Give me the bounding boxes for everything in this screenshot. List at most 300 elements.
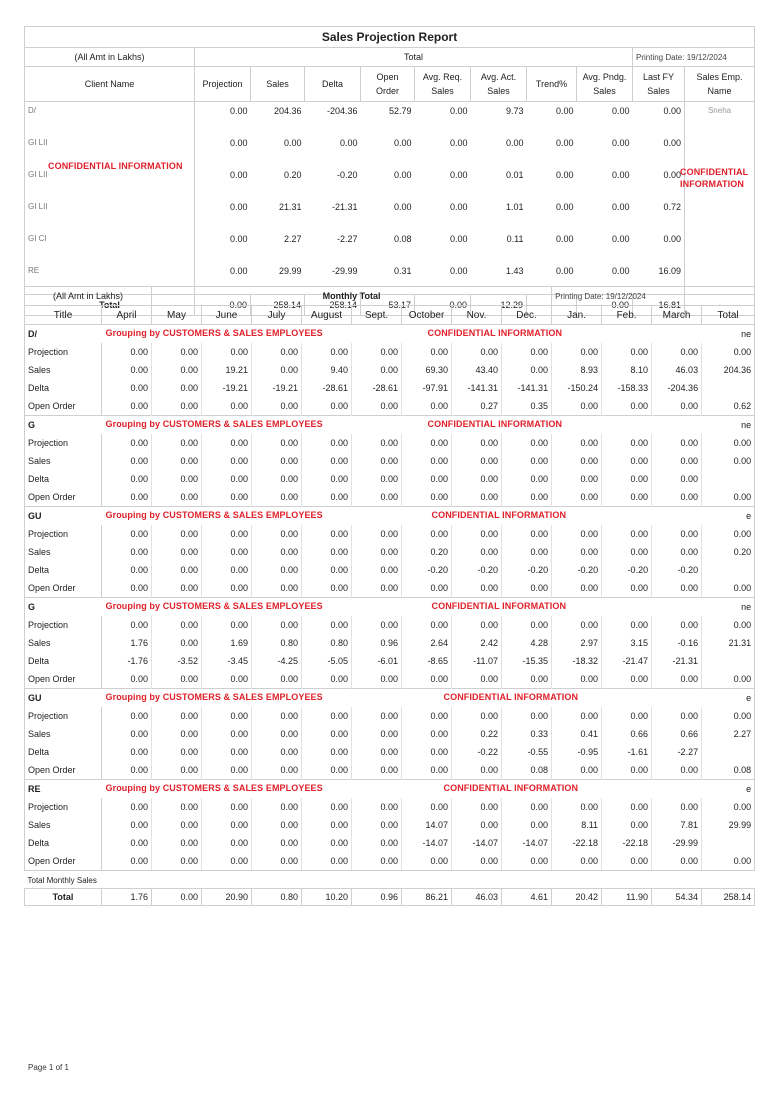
monthly-header-cell: Title <box>25 306 102 325</box>
monthly-value-cell: 0.00 <box>502 488 552 507</box>
monthly-value-cell: -1.76 <box>102 652 152 670</box>
summary-value-cell: 0.00 <box>393 202 412 212</box>
group-watermark-cell <box>102 416 702 435</box>
monthly-subheader-row <box>25 287 755 306</box>
monthly-value-cell: -3.45 <box>202 652 252 670</box>
row-title: Projection <box>25 343 102 361</box>
monthly-value-cell: 0.00 <box>402 579 452 598</box>
total-monthly-sales-label: Total Monthly Sales <box>25 872 755 889</box>
monthly-value-cell: 0.00 <box>452 816 502 834</box>
monthly-value-cell: 7.81 <box>652 816 702 834</box>
sales-emp-cell <box>685 198 755 230</box>
total-monthly-sales-row <box>25 889 755 906</box>
summary-total-cell: 53.17 <box>361 295 415 316</box>
monthly-value-cell: 0.00 <box>302 434 352 452</box>
monthly-value-cell: 0.00 <box>602 470 652 488</box>
monthly-data-row <box>25 543 755 561</box>
monthly-value-cell: 0.00 <box>552 852 602 871</box>
group-emp-fragment: e <box>702 507 755 526</box>
monthly-value-cell: -0.55 <box>502 743 552 761</box>
summary-total-cell: - <box>527 295 577 316</box>
monthly-value-cell: 9.40 <box>302 361 352 379</box>
monthly-printing-date: Printing Date: 19/12/2024 <box>552 287 755 306</box>
monthly-value-cell: 0.00 <box>452 798 502 816</box>
group-header-row <box>25 507 755 526</box>
monthly-value-cell: 0.00 <box>602 488 652 507</box>
summary-value-cell: 0.00 <box>195 166 251 198</box>
monthly-value-cell: 0.66 <box>602 725 652 743</box>
monthly-value-cell: 0.00 <box>202 725 252 743</box>
monthly-value-cell: -19.21 <box>252 379 302 397</box>
summary-value-cell: 0.00 <box>449 266 468 276</box>
total-monthly-value-cell: 0.00 <box>152 889 202 906</box>
group-emp-fragment: e <box>702 689 755 708</box>
summary-header-cell: Avg. Act. Sales <box>471 67 527 102</box>
monthly-value-cell: 0.00 <box>152 488 202 507</box>
monthly-value-cell: 0.00 <box>252 852 302 871</box>
monthly-header-cell: Nov. <box>452 306 502 325</box>
monthly-value-cell: 0.00 <box>102 616 152 634</box>
monthly-value-cell: 0.00 <box>452 761 502 780</box>
group-header-row <box>25 689 755 708</box>
monthly-data-row <box>25 816 755 834</box>
monthly-value-cell: 0.00 <box>352 816 402 834</box>
monthly-header-cell: Feb. <box>602 306 652 325</box>
summary-value-cell: -21.31 <box>331 202 358 212</box>
monthly-value-cell: -14.07 <box>502 834 552 852</box>
confidential-watermark-right: CONFIDENTIAL INFORMATION <box>680 167 749 189</box>
monthly-value-cell: -21.31 <box>652 652 702 670</box>
monthly-value-cell: 0.00 <box>602 761 652 780</box>
monthly-value-cell: 0.00 <box>352 361 402 379</box>
monthly-value-cell: 0.00 <box>252 816 302 834</box>
monthly-data-row <box>25 361 755 379</box>
monthly-data-row <box>25 470 755 488</box>
monthly-value-cell: 0.00 <box>352 561 402 579</box>
monthly-value-cell: 0.00 <box>652 761 702 780</box>
summary-row <box>25 230 755 262</box>
grouping-watermark: Grouping by CUSTOMERS & SALES EMPLOYEES <box>105 692 323 702</box>
monthly-value-cell: 2.97 <box>552 634 602 652</box>
monthly-value-cell: 0.00 <box>402 707 452 725</box>
monthly-value-cell: 46.03 <box>652 361 702 379</box>
monthly-data-row <box>25 743 755 761</box>
monthly-value-cell: 0.00 <box>652 343 702 361</box>
grouping-watermark: Grouping by CUSTOMERS & SALES EMPLOYEES <box>105 601 323 611</box>
monthly-value-cell: 0.00 <box>402 434 452 452</box>
row-title: Sales <box>25 361 102 379</box>
grouping-watermark: Grouping by CUSTOMERS & SALES EMPLOYEES <box>105 783 323 793</box>
client-name-cell: GI CI <box>25 230 195 262</box>
monthly-value-cell: 0.00 <box>552 616 602 634</box>
monthly-table <box>24 286 755 871</box>
summary-value-cell: 0.00 <box>195 262 251 295</box>
grouping-watermark: Grouping by CUSTOMERS & SALES EMPLOYEES <box>105 419 323 429</box>
monthly-value-cell: -19.21 <box>202 379 252 397</box>
sales-emp-cell: Sneha <box>685 102 755 135</box>
monthly-value-cell: 0.00 <box>202 816 252 834</box>
monthly-value-cell: -8.65 <box>402 652 452 670</box>
monthly-value-cell: 0.00 <box>102 488 152 507</box>
monthly-value-cell: 0.00 <box>102 725 152 743</box>
grouping-watermark: Grouping by CUSTOMERS & SALES EMPLOYEES <box>105 510 323 520</box>
monthly-value-cell: 0.00 <box>252 834 302 852</box>
summary-value-cell: 0.00 <box>339 138 358 148</box>
group-label: D/ <box>25 325 102 344</box>
monthly-value-cell: 0.00 <box>602 452 652 470</box>
client-name-cell: RE <box>25 262 195 295</box>
monthly-data-row <box>25 652 755 670</box>
monthly-value-cell: 0.00 <box>252 616 302 634</box>
monthly-value-cell: 0.00 <box>202 470 252 488</box>
summary-header-cell: Trend% <box>527 67 577 102</box>
group-label: RE <box>25 780 102 799</box>
monthly-value-cell: 0.00 <box>152 798 202 816</box>
group-header-row <box>25 598 755 617</box>
monthly-value-cell: 0.00 <box>352 707 402 725</box>
monthly-value-cell: 0.00 <box>252 561 302 579</box>
monthly-value-cell: 0.00 <box>302 579 352 598</box>
confidential-watermark: CONFIDENTIAL INFORMATION <box>431 510 567 520</box>
monthly-value-cell: 2.42 <box>452 634 502 652</box>
summary-value-cell: 0.11 <box>506 234 524 244</box>
summary-value-cell: 204.36 <box>273 106 302 116</box>
monthly-value-cell <box>702 561 755 579</box>
monthly-value-cell: 0.00 <box>352 798 402 816</box>
monthly-value-cell: 0.33 <box>502 725 552 743</box>
monthly-value-cell: 0.00 <box>452 525 502 543</box>
summary-value-cell: 0.00 <box>611 234 630 244</box>
monthly-value-cell: 0.00 <box>252 707 302 725</box>
monthly-value-cell: -1.61 <box>602 743 652 761</box>
monthly-value-cell: 0.00 <box>402 525 452 543</box>
group-label: GU <box>25 507 102 526</box>
monthly-data-row <box>25 525 755 543</box>
monthly-value-cell: 0.00 <box>102 434 152 452</box>
monthly-value-cell: 0.00 <box>402 798 452 816</box>
monthly-value-cell: 0.35 <box>502 397 552 416</box>
monthly-value-cell: 0.00 <box>252 343 302 361</box>
summary-value-cell: 0.00 <box>555 138 574 148</box>
monthly-value-cell: 0.20 <box>702 543 755 561</box>
monthly-value-cell: 0.00 <box>552 434 602 452</box>
monthly-value-cell: 0.00 <box>502 361 552 379</box>
total-monthly-value-cell: 258.14 <box>702 889 755 906</box>
monthly-value-cell: 0.00 <box>202 834 252 852</box>
monthly-value-cell: 0.00 <box>202 798 252 816</box>
row-title: Open Order <box>25 761 102 780</box>
total-monthly-row-label: Total <box>25 889 102 906</box>
monthly-value-cell: 0.00 <box>202 707 252 725</box>
monthly-value-cell: 0.00 <box>502 852 552 871</box>
report-title: Sales Projection Report <box>25 27 755 48</box>
summary-value-cell: 0.00 <box>505 138 524 148</box>
monthly-value-cell: 0.22 <box>452 725 502 743</box>
summary-value-cell: 0.00 <box>393 138 412 148</box>
summary-header-cell: Avg. Pndg. Sales <box>577 67 633 102</box>
row-title: Open Order <box>25 670 102 689</box>
monthly-value-cell: -0.20 <box>552 561 602 579</box>
monthly-value-cell: 0.00 <box>352 434 402 452</box>
monthly-value-cell: 0.00 <box>152 343 202 361</box>
monthly-value-cell: 0.00 <box>252 397 302 416</box>
monthly-value-cell: -14.07 <box>402 834 452 852</box>
monthly-value-cell: 0.00 <box>352 761 402 780</box>
summary-value-cell: 21.31 <box>278 202 302 212</box>
monthly-value-cell: 0.00 <box>152 525 202 543</box>
summary-value-cell: 0.01 <box>505 170 524 180</box>
summary-total-label: Total <box>25 295 195 316</box>
monthly-value-cell: 0.00 <box>652 525 702 543</box>
row-title: Delta <box>25 470 102 488</box>
monthly-data-row <box>25 379 755 397</box>
monthly-value-cell: 0.00 <box>102 816 152 834</box>
summary-value-cell: 1.01 <box>505 202 524 212</box>
summary-total-cell: - <box>685 295 755 316</box>
summary-value-cell: 0.00 <box>663 106 681 116</box>
monthly-value-cell: 0.00 <box>152 543 202 561</box>
group-label: GU <box>25 689 102 708</box>
monthly-value-cell: 0.00 <box>352 616 402 634</box>
monthly-value-cell: 0.00 <box>252 543 302 561</box>
monthly-value-cell: 0.00 <box>302 397 352 416</box>
group-emp-fragment: e <box>702 780 755 799</box>
monthly-value-cell: -0.20 <box>402 561 452 579</box>
monthly-data-row <box>25 834 755 852</box>
monthly-value-cell: 0.00 <box>352 834 402 852</box>
monthly-value-cell: 0.00 <box>702 798 755 816</box>
monthly-value-cell: 0.00 <box>452 616 502 634</box>
monthly-value-cell: 0.00 <box>552 397 602 416</box>
monthly-value-cell: 0.00 <box>352 725 402 743</box>
row-title: Sales <box>25 452 102 470</box>
monthly-value-cell: 0.00 <box>102 397 152 416</box>
monthly-header-cell: Jan. <box>552 306 602 325</box>
monthly-value-cell: 0.00 <box>602 343 652 361</box>
monthly-header-cell: June <box>202 306 252 325</box>
summary-value-cell: 0.00 <box>449 234 468 244</box>
summary-header-cell: Last FY Sales <box>633 67 685 102</box>
monthly-value-cell: 0.00 <box>502 525 552 543</box>
client-name-cell: GI LII <box>25 134 195 166</box>
monthly-value-cell: 0.00 <box>352 470 402 488</box>
group-emp-fragment: ne <box>702 416 755 435</box>
monthly-value-cell: 0.00 <box>652 670 702 689</box>
monthly-value-cell: 8.10 <box>602 361 652 379</box>
summary-header-cell: Client Name <box>25 67 195 102</box>
monthly-value-cell: 2.27 <box>702 725 755 743</box>
monthly-data-row <box>25 397 755 416</box>
monthly-value-cell: 0.00 <box>302 816 352 834</box>
monthly-value-cell: 0.00 <box>152 616 202 634</box>
monthly-value-cell: 0.00 <box>452 852 502 871</box>
summary-value-cell: 52.79 <box>388 106 412 116</box>
summary-value-cell: 0.00 <box>663 170 681 180</box>
monthly-value-cell: 0.00 <box>302 543 352 561</box>
summary-total-cell: 12.29 <box>471 295 527 316</box>
client-name-cell: GI LII <box>25 198 195 230</box>
monthly-value-cell: 0.00 <box>202 616 252 634</box>
total-monthly-sales-table <box>24 872 755 906</box>
monthly-value-cell: 0.00 <box>652 434 702 452</box>
monthly-value-cell: 0.00 <box>652 852 702 871</box>
monthly-total-heading: Monthly Total <box>152 287 552 306</box>
row-title: Sales <box>25 725 102 743</box>
summary-value-cell: -2.27 <box>336 234 358 244</box>
monthly-header-cell: Total <box>702 306 755 325</box>
summary-value-cell: 0.00 <box>555 266 574 276</box>
row-title: Open Order <box>25 852 102 871</box>
monthly-value-cell: 0.00 <box>702 707 755 725</box>
monthly-value-cell: 0.00 <box>152 743 202 761</box>
monthly-value-cell: 0.00 <box>552 579 602 598</box>
monthly-amount-note: (All Amt in Lakhs) <box>25 287 152 306</box>
monthly-data-row <box>25 579 755 598</box>
summary-value-cell: -204.36 <box>326 106 358 116</box>
monthly-value-cell: 0.00 <box>202 434 252 452</box>
monthly-value-cell: -97.91 <box>402 379 452 397</box>
row-title: Projection <box>25 798 102 816</box>
monthly-value-cell: -0.20 <box>602 561 652 579</box>
summary-value-cell: 0.00 <box>195 230 251 262</box>
summary-value-cell: 0.00 <box>449 106 468 116</box>
monthly-data-row <box>25 488 755 507</box>
monthly-header-cell: Dec. <box>502 306 552 325</box>
monthly-value-cell: 1.76 <box>102 634 152 652</box>
monthly-value-cell: 14.07 <box>402 816 452 834</box>
client-name-cell: D/ <box>25 102 195 135</box>
group-header-row <box>25 416 755 435</box>
monthly-value-cell: 0.00 <box>102 543 152 561</box>
row-title: Delta <box>25 834 102 852</box>
monthly-value-cell: 0.00 <box>702 488 755 507</box>
row-title: Delta <box>25 652 102 670</box>
monthly-value-cell: 0.00 <box>152 361 202 379</box>
monthly-value-cell: 0.00 <box>602 816 652 834</box>
monthly-value-cell: 0.00 <box>502 543 552 561</box>
monthly-value-cell: -21.47 <box>602 652 652 670</box>
total-monthly-value-cell: 0.80 <box>252 889 302 906</box>
monthly-header-cell: August <box>302 306 352 325</box>
report-title-row <box>25 27 755 48</box>
monthly-value-cell: 0.27 <box>452 397 502 416</box>
monthly-value-cell: 0.00 <box>352 579 402 598</box>
monthly-value-cell: 0.00 <box>252 488 302 507</box>
monthly-value-cell: 0.00 <box>102 379 152 397</box>
group-label: G <box>25 598 102 617</box>
monthly-value-cell: -6.01 <box>352 652 402 670</box>
summary-value-cell: 0.00 <box>611 106 630 116</box>
monthly-value-cell: -141.31 <box>452 379 502 397</box>
page-number: Page 1 of 1 <box>28 1063 69 1072</box>
row-title: Open Order <box>25 579 102 598</box>
monthly-value-cell <box>702 743 755 761</box>
group-watermark-cell <box>102 689 702 708</box>
summary-value-cell: 29.99 <box>278 266 302 276</box>
monthly-value-cell: 0.00 <box>102 670 152 689</box>
monthly-value-cell: 0.00 <box>702 525 755 543</box>
monthly-value-cell: 0.00 <box>602 397 652 416</box>
monthly-value-cell: 0.00 <box>402 743 452 761</box>
monthly-value-cell: 0.00 <box>302 616 352 634</box>
monthly-data-row <box>25 452 755 470</box>
monthly-value-cell: 3.15 <box>602 634 652 652</box>
monthly-value-cell: 69.30 <box>402 361 452 379</box>
monthly-value-cell: -150.24 <box>552 379 602 397</box>
monthly-value-cell: 0.00 <box>152 561 202 579</box>
monthly-value-cell: 0.00 <box>402 616 452 634</box>
total-monthly-value-cell: 46.03 <box>452 889 502 906</box>
monthly-value-cell: -0.20 <box>652 561 702 579</box>
monthly-value-cell: 0.00 <box>252 470 302 488</box>
monthly-header-cell: May <box>152 306 202 325</box>
confidential-watermark: CONFIDENTIAL INFORMATION <box>443 783 579 793</box>
summary-value-cell: 0.00 <box>611 170 630 180</box>
monthly-value-cell: 0.00 <box>502 452 552 470</box>
monthly-value-cell: -158.33 <box>602 379 652 397</box>
monthly-value-cell: 0.00 <box>402 670 452 689</box>
monthly-value-cell: 0.00 <box>302 488 352 507</box>
monthly-value-cell: -0.22 <box>452 743 502 761</box>
monthly-value-cell: 0.00 <box>302 670 352 689</box>
monthly-value-cell: -28.61 <box>352 379 402 397</box>
summary-value-cell: -0.20 <box>336 170 358 180</box>
monthly-value-cell: 0.00 <box>252 434 302 452</box>
monthly-value-cell: 0.00 <box>102 834 152 852</box>
monthly-value-cell: -0.95 <box>552 743 602 761</box>
monthly-value-cell: 0.00 <box>202 852 252 871</box>
monthly-value-cell: -4.25 <box>252 652 302 670</box>
monthly-data-row <box>25 798 755 816</box>
monthly-value-cell: 0.00 <box>102 798 152 816</box>
monthly-value-cell: 0.00 <box>602 525 652 543</box>
row-title: Sales <box>25 634 102 652</box>
monthly-value-cell: 0.00 <box>152 834 202 852</box>
monthly-value-cell: 0.00 <box>352 670 402 689</box>
monthly-data-row <box>25 707 755 725</box>
monthly-value-cell: -22.18 <box>552 834 602 852</box>
confidential-watermark: CONFIDENTIAL INFORMATION <box>427 328 563 338</box>
row-title: Delta <box>25 743 102 761</box>
monthly-data-row <box>25 434 755 452</box>
monthly-value-cell: 0.00 <box>302 470 352 488</box>
monthly-value-cell: 0.00 <box>202 543 252 561</box>
monthly-value-cell: 0.00 <box>152 397 202 416</box>
monthly-value-cell: -29.99 <box>652 834 702 852</box>
monthly-value-cell: 0.00 <box>202 397 252 416</box>
monthly-data-row <box>25 616 755 634</box>
group-watermark-cell <box>102 780 702 799</box>
monthly-value-cell <box>702 379 755 397</box>
monthly-value-cell: 0.00 <box>152 725 202 743</box>
monthly-value-cell: 0.00 <box>602 707 652 725</box>
monthly-value-cell: 0.00 <box>202 743 252 761</box>
row-title: Delta <box>25 379 102 397</box>
summary-header-cell: Avg. Req. Sales <box>415 67 471 102</box>
summary-value-cell: 0.00 <box>555 202 574 212</box>
monthly-value-cell: 0.00 <box>302 452 352 470</box>
group-emp-fragment: ne <box>702 325 755 344</box>
monthly-value-cell: 0.00 <box>202 343 252 361</box>
monthly-data-row <box>25 670 755 689</box>
summary-value-cell: 0.00 <box>449 138 468 148</box>
group-watermark-cell <box>102 507 702 526</box>
client-name-cell: GI LII <box>25 166 195 198</box>
row-title: Projection <box>25 434 102 452</box>
monthly-value-cell: 0.00 <box>102 452 152 470</box>
monthly-value-cell: 2.64 <box>402 634 452 652</box>
monthly-header-cell: Sept. <box>352 306 402 325</box>
